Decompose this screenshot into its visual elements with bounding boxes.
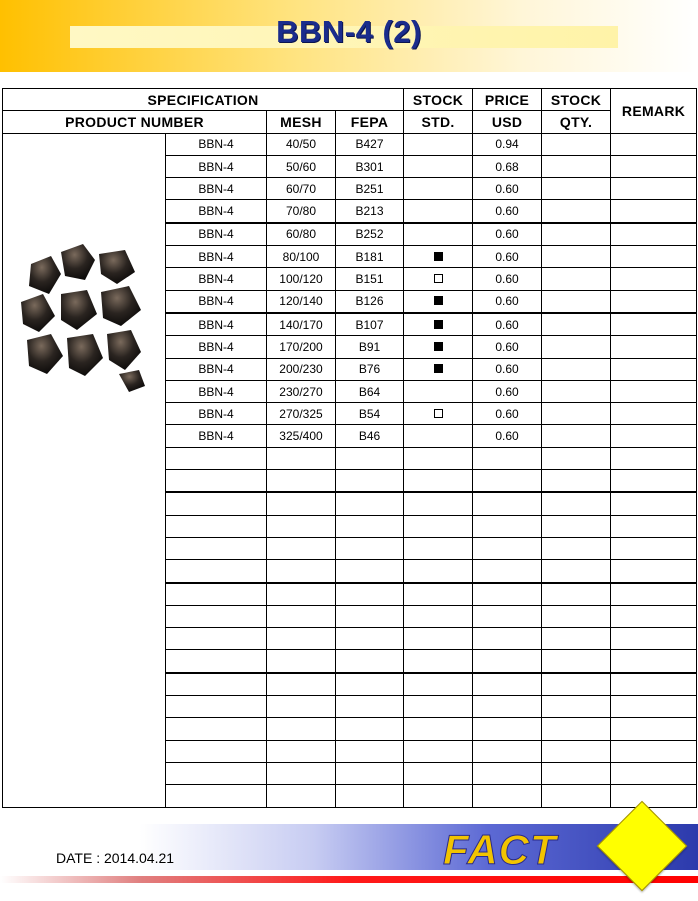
cell-stock-std [404,605,473,627]
cell-product: BBN-4 [166,155,267,177]
cell-price [473,492,542,515]
cell-stock-std [404,403,473,425]
cell-stock-std [404,155,473,177]
cell-mesh: 170/200 [267,336,336,358]
cell-mesh [267,762,336,784]
cell-mesh: 120/140 [267,290,336,313]
header-stock-qty-bottom: QTY. [542,111,611,133]
cell-mesh [267,492,336,515]
white-square-icon [434,274,443,283]
table-row [3,133,697,155]
black-square-icon [434,296,443,305]
cell-product: BBN-4 [166,290,267,313]
cell-price: 0.60 [473,336,542,358]
cell-product: BBN-4 [166,223,267,246]
cell-price [473,628,542,650]
cell-remark [611,537,697,559]
cell-stock-qty [542,380,611,402]
cell-fepa [336,718,404,740]
cell-fepa: B301 [336,155,404,177]
cell-stock-std [404,133,473,155]
cell-price [473,515,542,537]
cell-price: 0.60 [473,425,542,447]
cell-price [473,583,542,606]
product-table [2,88,697,808]
white-square-icon [434,409,443,418]
cell-stock-std [404,718,473,740]
cell-remark [611,492,697,515]
cell-remark [611,650,697,673]
cell-product: BBN-4 [166,425,267,447]
cell-stock-qty [542,403,611,425]
cell-remark [611,178,697,200]
cell-product [166,447,267,469]
cell-stock-qty [542,425,611,447]
cell-price: 0.60 [473,313,542,336]
cell-fepa: B91 [336,336,404,358]
cell-price [473,762,542,784]
cell-fepa [336,447,404,469]
cell-product: BBN-4 [166,246,267,268]
cell-mesh: 60/70 [267,178,336,200]
cell-mesh [267,605,336,627]
cell-stock-qty [542,560,611,583]
cell-mesh: 50/60 [267,155,336,177]
cell-product [166,515,267,537]
cell-remark [611,740,697,762]
cell-stock-qty [542,673,611,696]
cell-remark [611,447,697,469]
cell-stock-std [404,560,473,583]
cell-stock-std [404,178,473,200]
cell-stock-std [404,425,473,447]
cell-fepa [336,740,404,762]
cell-stock-qty [542,785,611,807]
cell-stock-qty [542,515,611,537]
cell-price [473,537,542,559]
cell-remark [611,583,697,606]
black-square-icon [434,342,443,351]
cell-stock-std [404,583,473,606]
cell-product: BBN-4 [166,403,267,425]
cell-price [473,560,542,583]
cell-stock-std [404,268,473,290]
cell-fepa: B252 [336,223,404,246]
cell-stock-std [404,696,473,718]
cell-mesh [267,560,336,583]
cell-price [473,650,542,673]
cell-stock-std [404,246,473,268]
cell-stock-qty [542,605,611,627]
cell-remark [611,313,697,336]
cell-fepa [336,605,404,627]
footer-red-stripe [0,876,698,883]
cell-product: BBN-4 [166,178,267,200]
cell-remark [611,200,697,223]
cell-mesh: 80/100 [267,246,336,268]
cell-price: 0.60 [473,358,542,380]
cell-fepa [336,696,404,718]
cell-mesh [267,515,336,537]
cell-product: BBN-4 [166,380,267,402]
cell-mesh: 100/120 [267,268,336,290]
cell-remark [611,785,697,807]
cell-stock-std [404,740,473,762]
cell-remark [611,223,697,246]
cell-mesh: 40/50 [267,133,336,155]
cell-stock-std [404,290,473,313]
cell-fepa [336,560,404,583]
cell-stock-std [404,492,473,515]
cell-stock-qty [542,762,611,784]
cell-stock-std [404,470,473,493]
cell-stock-std [404,628,473,650]
cell-mesh [267,740,336,762]
cell-stock-std [404,200,473,223]
header-product-number: PRODUCT NUMBER [3,111,267,133]
header-mesh: MESH [267,111,336,133]
cell-fepa: B213 [336,200,404,223]
cell-remark [611,290,697,313]
cell-mesh [267,696,336,718]
cell-product [166,560,267,583]
cell-fepa: B126 [336,290,404,313]
cell-remark [611,133,697,155]
cell-product [166,537,267,559]
cell-mesh: 140/170 [267,313,336,336]
cell-stock-qty [542,537,611,559]
cell-stock-qty [542,290,611,313]
cell-remark [611,696,697,718]
footer-date: DATE : 2014.04.21 [56,850,175,866]
cell-product: BBN-4 [166,268,267,290]
cell-price [473,696,542,718]
cell-stock-qty [542,583,611,606]
cell-stock-qty [542,336,611,358]
cell-product: BBN-4 [166,336,267,358]
cell-stock-qty [542,650,611,673]
cell-fepa [336,673,404,696]
cell-fepa: B46 [336,425,404,447]
cell-mesh: 325/400 [267,425,336,447]
cell-stock-qty [542,200,611,223]
header-fepa: FEPA [336,111,404,133]
cell-price [473,740,542,762]
header-price-bottom: USD [473,111,542,133]
cell-price: 0.60 [473,178,542,200]
cell-stock-std [404,447,473,469]
footer-divider [0,870,698,874]
black-square-icon [434,320,443,329]
cell-remark [611,246,697,268]
cell-remark [611,718,697,740]
cell-stock-qty [542,740,611,762]
header-stock-qty-top: STOCK [542,89,611,111]
cell-stock-qty [542,133,611,155]
cell-mesh [267,470,336,493]
cell-stock-qty [542,470,611,493]
cell-product [166,605,267,627]
cell-mesh: 230/270 [267,380,336,402]
cell-product [166,696,267,718]
cell-stock-qty [542,178,611,200]
cell-remark [611,358,697,380]
header-specification: SPECIFICATION [3,89,404,111]
header-price-top: PRICE [473,89,542,111]
cell-product [166,470,267,493]
cell-fepa [336,628,404,650]
cell-fepa [336,583,404,606]
cell-fepa: B76 [336,358,404,380]
cell-stock-qty [542,223,611,246]
cell-price [473,718,542,740]
cell-mesh [267,537,336,559]
cell-price: 0.94 [473,133,542,155]
cell-product [166,628,267,650]
cell-stock-std [404,336,473,358]
black-square-icon [434,364,443,373]
abrasive-grains-image [3,134,166,394]
cell-fepa [336,470,404,493]
cell-mesh [267,718,336,740]
cell-stock-std [404,537,473,559]
cell-stock-qty [542,155,611,177]
cell-stock-qty [542,268,611,290]
cell-stock-qty [542,313,611,336]
cell-price [473,447,542,469]
cell-mesh [267,583,336,606]
cell-fepa: B64 [336,380,404,402]
cell-remark [611,470,697,493]
cell-product [166,583,267,606]
cell-remark [611,336,697,358]
cell-stock-qty [542,628,611,650]
cell-stock-std [404,650,473,673]
cell-stock-std [404,515,473,537]
cell-product [166,673,267,696]
cell-price: 0.60 [473,223,542,246]
cell-remark [611,155,697,177]
cell-price: 0.60 [473,290,542,313]
cell-stock-std [404,673,473,696]
cell-stock-std [404,313,473,336]
cell-fepa: B151 [336,268,404,290]
cell-remark [611,673,697,696]
cell-fepa [336,537,404,559]
cell-mesh [267,447,336,469]
cell-stock-std [404,223,473,246]
header-stock-std-bottom: STD. [404,111,473,133]
cell-price: 0.60 [473,200,542,223]
cell-mesh: 270/325 [267,403,336,425]
cell-product: BBN-4 [166,313,267,336]
cell-price [473,673,542,696]
cell-product [166,740,267,762]
cell-price: 0.68 [473,155,542,177]
cell-stock-std [404,785,473,807]
cell-fepa: B107 [336,313,404,336]
cell-product [166,492,267,515]
header-stock-std-top: STOCK [404,89,473,111]
cell-stock-qty [542,492,611,515]
cell-mesh [267,673,336,696]
page-title: BBN-4 (2) [276,14,422,49]
black-square-icon [434,252,443,261]
cell-price: 0.60 [473,246,542,268]
cell-stock-std [404,762,473,784]
cell-fepa [336,492,404,515]
cell-mesh [267,785,336,807]
cell-mesh: 70/80 [267,200,336,223]
cell-fepa: B427 [336,133,404,155]
cell-fepa: B251 [336,178,404,200]
product-image-cell [3,133,166,807]
cell-stock-qty [542,718,611,740]
cell-price [473,785,542,807]
cell-fepa [336,762,404,784]
fact-logo: FACT [443,826,557,873]
cell-product [166,650,267,673]
cell-remark [611,515,697,537]
cell-fepa: B54 [336,403,404,425]
cell-stock-qty [542,696,611,718]
cell-stock-std [404,358,473,380]
cell-fepa [336,515,404,537]
cell-product: BBN-4 [166,133,267,155]
cell-product: BBN-4 [166,200,267,223]
cell-product [166,718,267,740]
cell-price: 0.60 [473,380,542,402]
cell-remark [611,425,697,447]
cell-fepa: B181 [336,246,404,268]
cell-price: 0.60 [473,403,542,425]
cell-stock-qty [542,246,611,268]
cell-remark [611,762,697,784]
cell-fepa [336,785,404,807]
cell-price [473,470,542,493]
header-remark: REMARK [611,89,697,134]
cell-stock-qty [542,447,611,469]
cell-remark [611,605,697,627]
cell-price [473,605,542,627]
cell-mesh: 200/230 [267,358,336,380]
cell-mesh [267,650,336,673]
cell-remark [611,268,697,290]
cell-stock-std [404,380,473,402]
cell-price: 0.60 [473,268,542,290]
cell-mesh [267,628,336,650]
cell-product [166,762,267,784]
cell-stock-qty [542,358,611,380]
cell-product [166,785,267,807]
cell-remark [611,560,697,583]
cell-remark [611,628,697,650]
cell-fepa [336,650,404,673]
cell-product: BBN-4 [166,358,267,380]
cell-mesh: 60/80 [267,223,336,246]
cell-remark [611,380,697,402]
cell-remark [611,403,697,425]
